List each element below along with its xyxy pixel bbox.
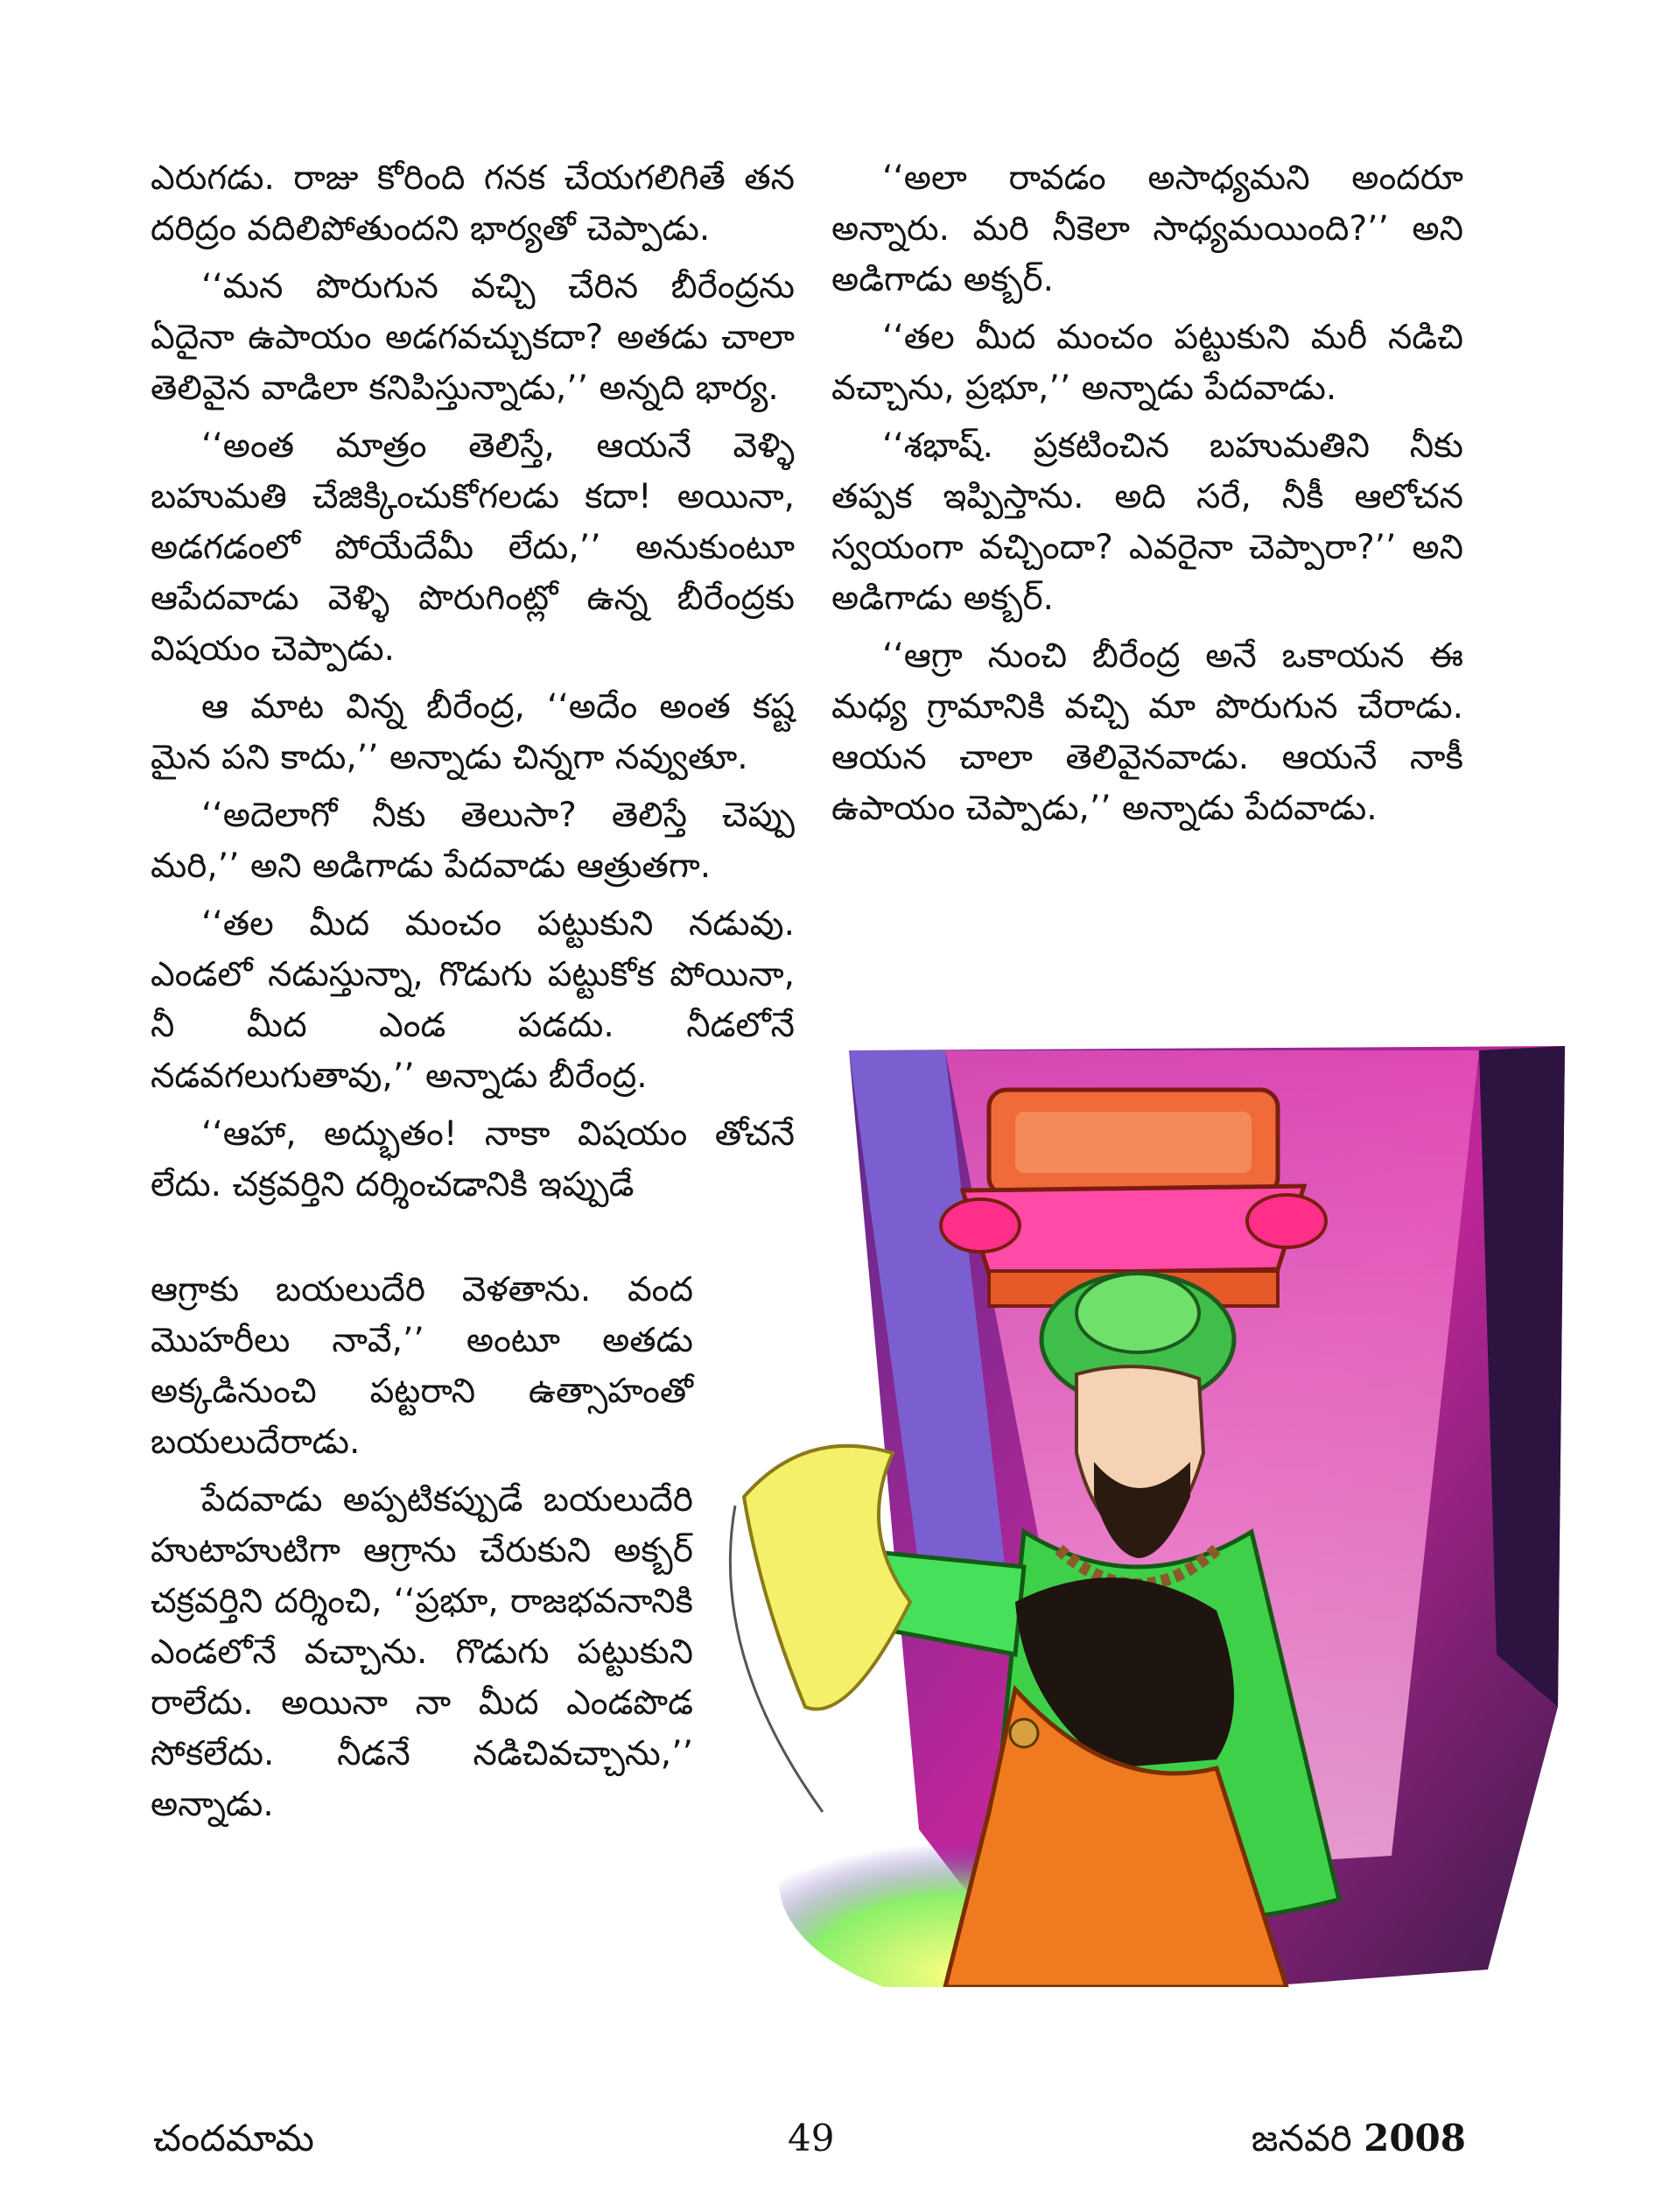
left-column-lower [151,1265,693,1837]
paragraph: ‘‘అదెలాగో నీకు తెలుసా? తెలిస్తే చెప్పు మరి,’’ అని అడిగాడు పేదవాడు ఆత్రుతగా. [151,796,795,886]
issue-year: 2008 [1364,2117,1466,2159]
page-number: 49 [788,2117,835,2159]
paragraph: ‘‘ఆహా, అద్భుతం! నాకా విషయం తోచనే లేదు. చక్రవర్తిని దర్శించడానికి ఇప్పుడే [151,1114,795,1204]
magazine-name: చందమామ [153,2117,314,2159]
right-column [831,153,1463,841]
paragraph: ఆ మాట విన్న బీరేంద్ర, ‘‘అదేం అంత కష్ట మైన పని కాదు,’’ అన్నాడు చిన్నగా నవ్వుతూ. [151,687,795,777]
paragraph: ఆగ్రాకు బయలుదేరి వెళతాను. వంద మొహరీలు నావే,’’ అంటూ అతడు అక్కడినుంచి పట్టరాని ఉత్సాహంతో బయలుదేరాడు. [151,1270,693,1462]
paragraph: ‘‘తల మీద మంచం పట్టుకుని మరీ నడిచి వచ్చాను, ప్రభూ,’’ అన్నాడు పేదవాడు. [831,318,1463,408]
story-illustration [726,1042,1565,1987]
paragraph: ‘‘శభాష్. ప్రకటించిన బహుమతిని నీకు తప్పక ఇప్పిస్తాను. అది సరే, నీకీ ఆలోచన స్వయంగా వచ్చిందా? ఎవరైనా చెప్పారా?’’ అని అడిగాడు అక్బర్. [831,426,1463,618]
paragraph: ఎరుగడు. రాజు కోరింది గనక చేయగలిగితే తన దరిద్రం వదిలిపోతుందని భార్యతో చెప్పాడు. [151,158,795,249]
issue-date [1252,2117,1466,2169]
paragraph: ‘‘అంత మాత్రం తెలిస్తే, ఆయనే వెళ్ళి బహుమతి చేజిక్కించుకోగలడు కదా! అయినా, అడగడంలో పోయేదేమీ లేదు,’’ అనుకుంటూ ఆపేదవాడు వెళ్ళి పొరుగింట్లో ఉన్న బీరేంద్రకు విషయం చెప్పాడు. [151,426,795,669]
paragraph: ‘‘అలా రావడం అసాధ్యమని అందరూ అన్నారు. మరి నీకెలా సాధ్యమయింది?’’ అని అడిగాడు అక్బర్. [831,158,1463,299]
paragraph: ‘‘మన పొరుగున వచ్చి చేరిన బీరేంద్రను ఏదైనా ఉపాయం అడగవచ్చుకదా? అతడు చాలా తెలివైన వాడిలా కనిపిస్తున్నాడు,’’ అన్నది భార్య. [151,267,795,408]
paragraph: పేదవాడు అప్పటికప్పుడే బయలుదేరి హుటాహుటిగా ఆగ్రాను చేరుకుని అక్బర్ చక్రవర్తిని దర్శించి, ‘‘ప్రభూ, రాజభవనానికి ఎండలోనే వచ్చాను. గొడుగు పట్టుకుని రాలేదు. అయినా నా మీద ఎండపొడ సోకలేదు. నీడనే నడిచివచ్చాను,’’ అన్నాడు. [151,1480,693,1824]
issue-month: జనవరి [1251,2117,1352,2159]
left-column-upper [151,153,795,1218]
paragraph: ‘‘తల మీద మంచం పట్టుకుని నడువు. ఎండలో నడుస్తున్నా, గొడుగు పట్టుకోక పోయినా, నీ మీద ఎండ పడదు. నీడలోనే నడవగలుగుతావు,’’ అన్నాడు బీరేంద్ర. [151,904,795,1096]
paragraph: ‘‘ఆగ్రా నుంచి బీరేంద్ర అనే ఒకాయన ఈ మధ్య గ్రామానికి వచ్చి మా పొరుగున చేరాడు. ఆయన చాలా తెలివైనవాడు. ఆయనే నాకీ ఉపాయం చెప్పాడు,’’ అన్నాడు పేదవాడు. [831,636,1463,828]
